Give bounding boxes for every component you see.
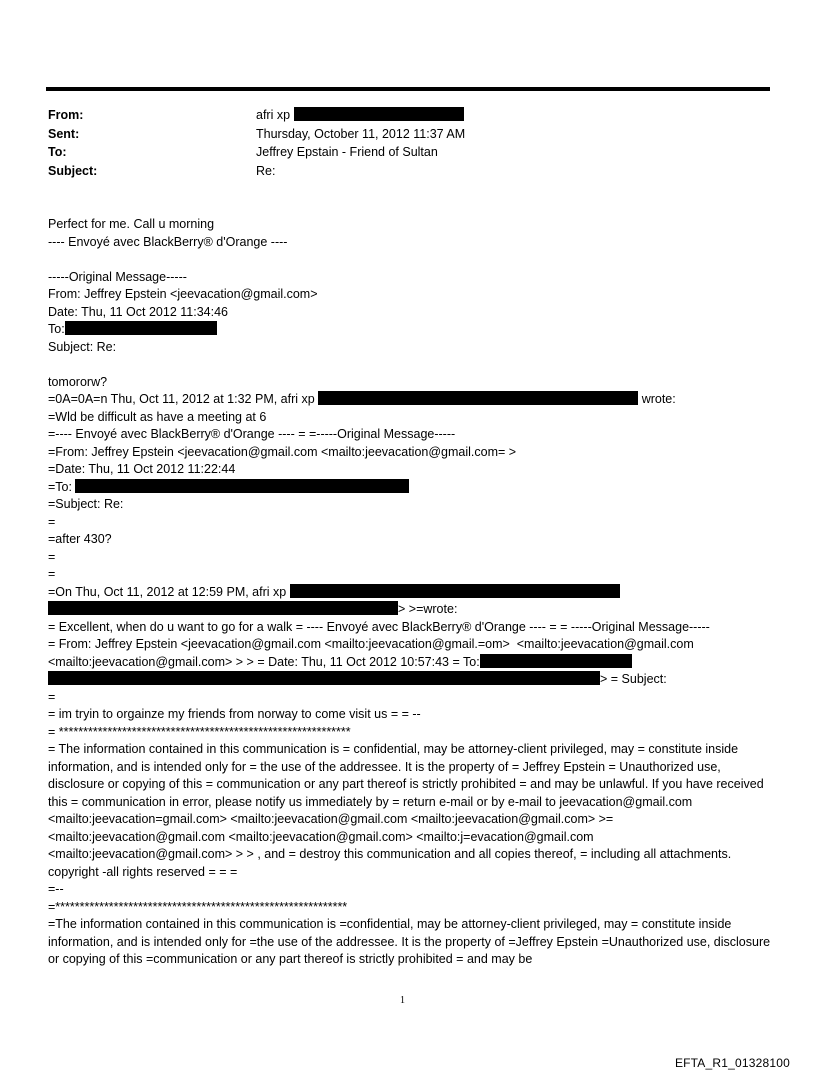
document-id: EFTA_R1_01328100 — [674, 1056, 790, 1070]
body-line: =Date: Thu, 11 Oct 2012 11:22:44 — [48, 462, 236, 476]
from-label: From: — [48, 108, 84, 122]
body-line: Perfect for me. Call u morning — [48, 217, 215, 231]
wrote-text: > >=wrote: — [398, 602, 458, 616]
body-line: =Wld be difficult as have a meeting at 6 — [48, 409, 267, 424]
redaction-bar — [48, 671, 600, 685]
body-line: =---- Envoyé avec BlackBerry® d'Orange ---- = =-----Original Message----- — [48, 427, 456, 441]
to-label: To: — [48, 145, 67, 159]
email-body — [48, 216, 773, 969]
date-to-text: <mailto:jeevacation@gmail.com> > > = Date: Thu, 11 Oct 2012 10:57:43 = To: — [48, 654, 480, 669]
body-line: = — [48, 689, 56, 704]
page-number: 1 — [400, 995, 405, 1006]
body-line: = im tryin to orgainze my friends from norway to come visit us = = -- — [48, 707, 421, 721]
subject-text: > = Subject: — [600, 672, 667, 686]
redaction-bar — [318, 391, 638, 405]
body-line: = — [48, 567, 56, 581]
quoted-header-text: =0A=0A=n Thu, Oct 11, 2012 at 1:32 PM, afri xp — [48, 392, 315, 406]
sent-value: Thursday, October 11, 2012 11:37 AM — [256, 126, 466, 141]
confidentiality-notice: = The information contained in this communication is = confidential, may be attorney-client privileged, may = constitute inside information, and is intended only for = the use of the addressee. It is the property of = Jeffrey Epstein = Unauthorized use, disclosure or copying of this = communication or any part thereof is strictly prohibited = and may be unlawful. If you have received this = communication in error, please notify us immediately by = return e-mail or by e-mail to jeevacation@gmail.com <mailto:jeevacation=gmail.com> <mailto:jeevacation@gmail.com <mailto:jeevacation@gmail.com> >= <mailto:jeevacation@gmail.com <mailto:jeevacation@gmail.com> <mailto:j=evacation@gmail.com <mailto:jeevacation@gmail.com> > > , and = destroy this communication and all copies thereof, = including all attachments. copyright -all rights reserved = = = — [48, 742, 764, 879]
asterisk-line: = ************************************************************ — [48, 724, 351, 739]
redaction-bar — [48, 601, 398, 615]
body-line — [48, 671, 773, 689]
body-line — [48, 584, 773, 602]
body-line — [48, 601, 773, 619]
body-line: Date: Thu, 11 Oct 2012 11:34:46 — [48, 304, 228, 319]
to-text: =To: — [48, 479, 72, 494]
body-line: =after 430? — [48, 532, 112, 546]
body-line: =From: Jeffrey Epstein <jeevacation@gmail.com <mailto:jeevacation@gmail.com= > — [48, 444, 517, 459]
quoted-header-text: =On Thu, Oct 11, 2012 at 12:59 PM, afri xp — [48, 584, 287, 599]
body-line: tomororw? — [48, 374, 108, 389]
from-name: afri xp — [256, 108, 291, 122]
body-line — [48, 391, 773, 409]
from-value — [256, 106, 464, 125]
redaction-bar — [480, 654, 632, 668]
redaction-bar — [75, 479, 409, 493]
header-rule — [46, 87, 770, 91]
redaction-bar — [65, 321, 217, 335]
body-line: = From: Jeffrey Epstein <jeevacation@gmail.com <mailto:jeevacation@gmail.=om> <mailto:jeevacation@gmail.com — [48, 637, 694, 651]
body-line — [48, 654, 773, 672]
body-line: -----Original Message----- — [48, 269, 187, 284]
body-line: ---- Envoyé avec BlackBerry® d'Orange ---- — [48, 234, 288, 249]
body-line: =Subject: Re: — [48, 497, 124, 511]
to-text: To: — [48, 322, 65, 336]
body-line — [48, 479, 773, 497]
body-line: = — [48, 549, 56, 564]
subject-label: Subject: — [48, 163, 98, 178]
redaction-bar — [290, 584, 620, 598]
redaction-bar — [294, 107, 464, 121]
to-value: Jeffrey Epstain - Friend of Sultan — [256, 145, 438, 159]
body-line — [48, 321, 773, 339]
body-line: = — [48, 514, 56, 529]
body-line: = Excellent, when do u want to go for a walk = ---- Envoyé avec BlackBerry® d'Orange ---- = = -----Original Message----- — [48, 619, 710, 634]
subject-value: Re: — [256, 163, 276, 178]
body-line: =-- — [48, 882, 64, 896]
sent-label: Sent: — [48, 126, 80, 141]
confidentiality-notice: =The information contained in this communication is =confidential, may be attorney-client privileged, may = constitute inside information, and is intended only for =the use of the addressee. It is the property of =Jeffrey Epstein =Unauthorized use, disclosure or copying of this =communication or any part thereof is strictly prohibited = and may be — [48, 917, 771, 966]
wrote-text: wrote: — [641, 392, 676, 406]
asterisk-line: =************************************************************ — [48, 899, 348, 914]
body-line: From: Jeffrey Epstein <jeevacation@gmail.com> — [48, 287, 318, 301]
body-line: Subject: Re: — [48, 339, 117, 354]
